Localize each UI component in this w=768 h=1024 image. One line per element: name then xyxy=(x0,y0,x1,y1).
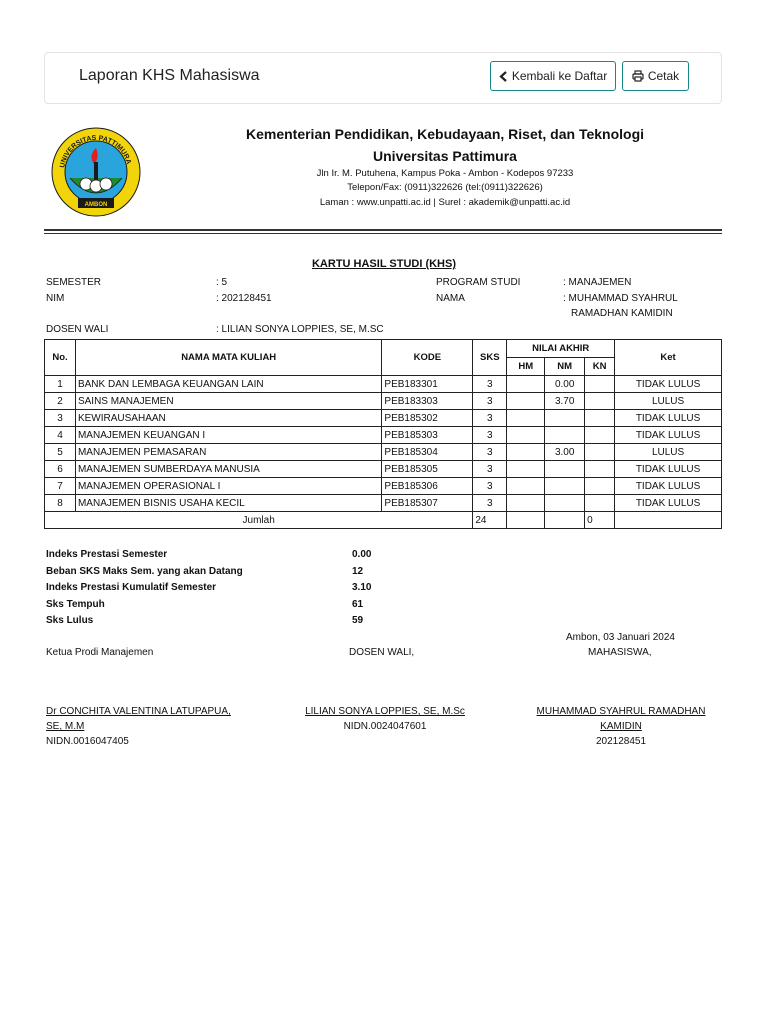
row-hm xyxy=(507,495,545,512)
row-nm xyxy=(545,461,585,478)
university-name: Universitas Pattimura xyxy=(373,148,517,164)
program-studi-value: : MANAJEMEN xyxy=(563,277,632,288)
kaprodi-title: Ketua Prodi Manajemen xyxy=(46,647,154,658)
row-note: LULUS xyxy=(615,444,722,461)
table-row xyxy=(45,444,722,461)
row-kn xyxy=(585,427,615,444)
row-no: 6 xyxy=(45,461,76,478)
grade-table-body xyxy=(45,376,722,512)
row-note: TIDAK LULUS xyxy=(615,495,722,512)
row-course-name: BANK DAN LEMBAGA KEUANGAN LAIN xyxy=(75,376,381,393)
row-no: 8 xyxy=(45,495,76,512)
back-to-list-button[interactable] xyxy=(490,61,616,91)
row-course-name: SAINS MANAJEMEN xyxy=(75,393,381,410)
table-row xyxy=(45,393,722,410)
table-row xyxy=(45,478,722,495)
nama-value: : MUHAMMAD SYAHRUL xyxy=(563,293,678,304)
mahasiswa-title: MAHASISWA, xyxy=(588,647,652,658)
ministry-name: Kementerian Pendidikan, Kebudayaan, Riset, dan Teknologi xyxy=(245,126,645,142)
row-kn xyxy=(585,410,615,427)
row-sks: 3 xyxy=(473,495,507,512)
row-sks: 3 xyxy=(473,376,507,393)
max-sks-value: 12 xyxy=(352,566,364,577)
report-header-card xyxy=(44,52,722,104)
row-nm: 3.00 xyxy=(545,444,585,461)
row-code: PEB183301 xyxy=(382,376,473,393)
total-row xyxy=(45,512,722,529)
total-kn: 0 xyxy=(585,512,615,529)
sks-tempuh-label: Sks Tempuh xyxy=(46,599,105,610)
row-hm xyxy=(507,427,545,444)
program-studi-label: PROGRAM STUDI xyxy=(436,277,521,288)
row-course-name: MANAJEMEN SUMBERDAYA MANUSIA xyxy=(75,461,381,478)
sks-lulus-label: Sks Lulus xyxy=(46,615,94,626)
table-row xyxy=(45,427,722,444)
row-code: PEB185303 xyxy=(382,427,473,444)
place-date: Ambon, 03 Januari 2024 xyxy=(566,632,675,643)
sks-lulus-value: 59 xyxy=(352,615,364,626)
row-hm xyxy=(507,393,545,410)
grade-table xyxy=(44,339,722,529)
row-code: PEB185306 xyxy=(382,478,473,495)
row-kn xyxy=(585,444,615,461)
row-course-name: MANAJEMEN OPERASIONAL I xyxy=(75,478,381,495)
row-hm xyxy=(507,444,545,461)
mahasiswa-nim: 202128451 xyxy=(595,736,647,747)
row-hm xyxy=(507,461,545,478)
row-hm xyxy=(507,478,545,495)
header-note: Ket xyxy=(615,340,722,376)
row-sks: 3 xyxy=(473,461,507,478)
header-hm: HM xyxy=(507,358,545,376)
row-kn xyxy=(585,495,615,512)
letterhead-divider-thin xyxy=(44,233,722,234)
printer-icon xyxy=(632,70,644,82)
row-course-name: MANAJEMEN BISNIS USAHA KECIL xyxy=(75,495,381,512)
dosen-wali-value: : LILIAN SONYA LOPPIES, SE, M.SC xyxy=(216,324,384,335)
row-code: PEB185304 xyxy=(382,444,473,461)
header-course-name: NAMA MATA KULIAH xyxy=(75,340,381,376)
sks-tempuh-value: 61 xyxy=(352,599,364,610)
total-hm xyxy=(507,512,545,529)
header-kn: KN xyxy=(585,358,615,376)
row-kn xyxy=(585,478,615,495)
row-note: LULUS xyxy=(615,393,722,410)
ips-value: 0.00 xyxy=(352,549,372,560)
table-row xyxy=(45,376,722,393)
total-note xyxy=(615,512,722,529)
header-no: No. xyxy=(45,340,76,376)
row-sks: 3 xyxy=(473,478,507,495)
ips-label: Indeks Prestasi Semester xyxy=(46,549,168,560)
ipk-value: 3.10 xyxy=(352,582,372,593)
table-row xyxy=(45,461,722,478)
row-sks: 3 xyxy=(473,410,507,427)
chevron-left-icon xyxy=(499,71,508,82)
row-no: 3 xyxy=(45,410,76,427)
row-no: 5 xyxy=(45,444,76,461)
row-kn xyxy=(585,461,615,478)
row-code: PEB183303 xyxy=(382,393,473,410)
page-title: Laporan KHS Mahasiswa xyxy=(79,67,260,84)
kaprodi-name: Dr CONCHITA VALENTINA LATUPAPUA, xyxy=(46,706,231,717)
row-no: 2 xyxy=(45,393,76,410)
total-nm xyxy=(545,512,585,529)
row-course-name: KEWIRAUSAHAAN xyxy=(75,410,381,427)
table-row xyxy=(45,495,722,512)
row-note: TIDAK LULUS xyxy=(615,410,722,427)
row-kn xyxy=(585,393,615,410)
row-course-name: MANAJEMEN PEMASARAN xyxy=(75,444,381,461)
university-phone: Telepon/Fax: (0911)322626 (tel:(0911)322626) xyxy=(347,182,543,193)
khs-title: KARTU HASIL STUDI (KHS) xyxy=(311,258,456,270)
header-final-grade: NILAI AKHIR xyxy=(507,340,615,358)
semester-label: SEMESTER xyxy=(46,277,102,288)
svg-text:AMBON: AMBON xyxy=(84,202,108,208)
total-label: Jumlah xyxy=(45,512,473,529)
row-note: TIDAK LULUS xyxy=(615,427,722,444)
row-sks: 3 xyxy=(473,393,507,410)
row-no: 7 xyxy=(45,478,76,495)
row-hm xyxy=(507,410,545,427)
row-hm xyxy=(507,376,545,393)
row-note: TIDAK LULUS xyxy=(615,461,722,478)
ipk-label: Indeks Prestasi Kumulatif Semester xyxy=(46,582,217,593)
row-sks: 3 xyxy=(473,444,507,461)
row-note: TIDAK LULUS xyxy=(615,376,722,393)
row-kn xyxy=(585,376,615,393)
row-nm xyxy=(545,478,585,495)
row-no: 4 xyxy=(45,427,76,444)
dosen-wali-nidn: NIDN.0024047601 xyxy=(343,721,427,732)
letterhead-divider-thick xyxy=(44,229,722,231)
nim-value: : 202128451 xyxy=(216,293,272,304)
total-sks: 24 xyxy=(473,512,507,529)
header-sks: SKS xyxy=(473,340,507,376)
row-code: PEB185302 xyxy=(382,410,473,427)
mahasiswa-name-continued: KAMIDIN xyxy=(600,721,642,732)
university-logo xyxy=(50,126,142,218)
mahasiswa-name: MUHAMMAD SYAHRUL RAMADHAN xyxy=(536,706,706,717)
nama-value-continued: RAMADHAN KAMIDIN xyxy=(571,308,673,319)
dosen-wali-label: DOSEN WALI xyxy=(46,324,109,335)
svg-text:UNIVERSITAS PATTIMURA: UNIVERSITAS PATTIMURA xyxy=(59,134,132,169)
print-button-label: Cetak xyxy=(647,69,680,83)
dosen-wali-name: LILIAN SONYA LOPPIES, SE, M.Sc xyxy=(305,706,465,717)
semester-value: : 5 xyxy=(216,277,228,288)
print-button[interactable] xyxy=(622,61,689,91)
nim-label: NIM xyxy=(46,293,65,304)
row-no: 1 xyxy=(45,376,76,393)
row-note: TIDAK LULUS xyxy=(615,478,722,495)
row-code: PEB185307 xyxy=(382,495,473,512)
kaprodi-nidn: NIDN.0016047405 xyxy=(46,736,129,747)
row-sks: 3 xyxy=(473,427,507,444)
header-code: KODE xyxy=(382,340,473,376)
row-nm: 0.00 xyxy=(545,376,585,393)
row-nm xyxy=(545,410,585,427)
table-row xyxy=(45,410,722,427)
dosen-wali-title: DOSEN WALI, xyxy=(349,647,415,658)
row-code: PEB185305 xyxy=(382,461,473,478)
nama-label: NAMA xyxy=(436,293,465,304)
row-nm xyxy=(545,427,585,444)
back-button-label: Kembali ke Daftar xyxy=(511,69,608,83)
row-course-name: MANAJEMEN KEUANGAN I xyxy=(75,427,381,444)
row-nm: 3.70 xyxy=(545,393,585,410)
header-nm: NM xyxy=(545,358,585,376)
university-web: Laman : www.unpatti.ac.id | Surel : akademik@unpatti.ac.id xyxy=(319,197,571,208)
university-address: Jln Ir. M. Putuhena, Kampus Poka - Ambon - Kodepos 97233 xyxy=(316,168,574,179)
row-nm xyxy=(545,495,585,512)
kaprodi-name-continued: SE, M.M xyxy=(46,721,85,732)
max-sks-label: Beban SKS Maks Sem. yang akan Datang xyxy=(46,566,243,577)
